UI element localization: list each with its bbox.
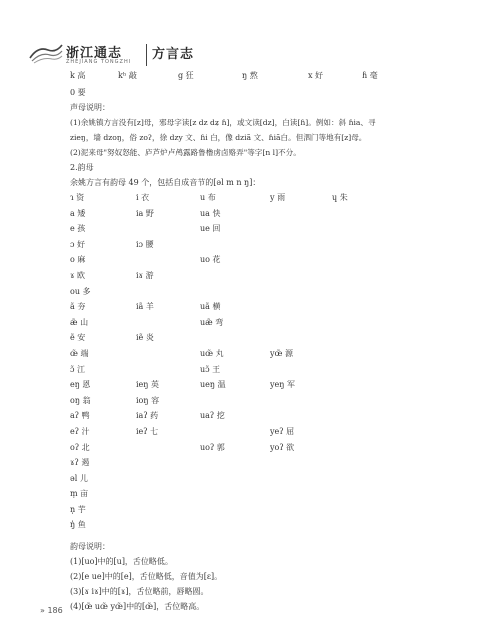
final-cell: eʔ 汁 bbox=[70, 426, 90, 436]
finals-row bbox=[70, 192, 450, 208]
initial-note-1b: zieŋ，墙 dzoŋ，俗 zoʔ，徐 dzy 文、ɦi 白，像 dziã 文、ɦiã白。但泗门等地有[z]母。 bbox=[70, 133, 367, 142]
final-cell: ua 快 bbox=[200, 208, 221, 218]
final-note-3: (3)[ɤ iɤ]中的[ɤ]，舌位略前，唇略圆。 bbox=[70, 587, 209, 597]
page-number: » 186 bbox=[40, 606, 63, 615]
final-cell: iẽ 炎 bbox=[136, 333, 154, 343]
final-cell: ɤʔ 遏 bbox=[70, 458, 90, 468]
finals-row bbox=[70, 379, 450, 395]
final-cell: i 衣 bbox=[136, 193, 150, 202]
final-cell: m̩ 亩 bbox=[70, 489, 89, 499]
final-cell: yœ̃ 源 bbox=[270, 348, 293, 358]
brand-subtitle: ZHEJIANG TONGZHI bbox=[66, 59, 132, 65]
finals-row bbox=[70, 239, 450, 255]
final-cell: uaʔ 挖 bbox=[200, 411, 225, 421]
consonant-ng: ŋ 熬 bbox=[242, 71, 258, 80]
final-cell: ɔ 好 bbox=[70, 239, 86, 249]
page-content bbox=[70, 70, 450, 614]
final-cell: uoʔ 郭 bbox=[200, 442, 225, 452]
final-cell: œ̃ 端 bbox=[70, 348, 89, 358]
final-cell: iã 羊 bbox=[136, 302, 154, 312]
finals-row bbox=[70, 364, 450, 380]
finals-row bbox=[70, 410, 450, 426]
final-cell: ã 夯 bbox=[70, 302, 86, 312]
final-cell: ɿ 资 bbox=[70, 193, 85, 202]
final-cell: iaʔ 药 bbox=[136, 411, 159, 421]
final-cell: ou 多 bbox=[70, 286, 91, 296]
final-notes-heading: 韵母说明： bbox=[70, 542, 110, 552]
finals-row bbox=[70, 504, 450, 520]
finals-row bbox=[70, 301, 450, 317]
consonant-k: k 高 bbox=[70, 71, 86, 80]
final-cell: a 矮 bbox=[70, 208, 86, 218]
final-cell: iɤ 游 bbox=[136, 270, 154, 280]
finals-heading: 2.韵母 bbox=[70, 163, 94, 172]
logo-icon bbox=[28, 42, 64, 64]
final-cell: ue 回 bbox=[200, 224, 221, 234]
consonant-row bbox=[70, 70, 450, 85]
final-cell: yeʔ 屈 bbox=[270, 426, 295, 436]
consonant-h: ɦ 毫 bbox=[362, 71, 378, 80]
final-cell: iɔ 腰 bbox=[136, 239, 154, 249]
final-cell: yeŋ 军 bbox=[270, 380, 295, 390]
finals-row bbox=[70, 457, 450, 473]
consonant-x: x 好 bbox=[308, 71, 324, 80]
final-cell: æ̃ 山 bbox=[70, 317, 89, 327]
final-cell: uœ̃ 丸 bbox=[200, 348, 224, 358]
final-cell: əl 儿 bbox=[70, 473, 88, 483]
finals-row bbox=[70, 208, 450, 224]
finals-row bbox=[70, 426, 450, 442]
initial-notes-heading: 声母说明： bbox=[70, 103, 110, 112]
finals-row bbox=[70, 317, 450, 333]
final-cell: ẽ 安 bbox=[70, 333, 86, 343]
final-cell: u 布 bbox=[200, 193, 216, 202]
finals-table bbox=[70, 192, 450, 535]
initial-note-1a: (1)余姚镇方言没有[z]母，邪母字读[z dz dʑ ɦ]，或文读[dz]，白读[ɦ]。例如：斜 ɦia、寻 bbox=[70, 118, 376, 127]
brand-title: 浙江通志 bbox=[66, 46, 123, 61]
final-cell: y 雨 bbox=[270, 193, 286, 202]
consonant-g: g 狂 bbox=[178, 71, 194, 80]
finals-row bbox=[70, 270, 450, 286]
consonant-kh: kʰ 敲 bbox=[118, 71, 137, 80]
section-title: 方言志 bbox=[152, 47, 195, 62]
final-cell: oʔ 北 bbox=[70, 442, 90, 452]
final-cell: yoʔ 欲 bbox=[270, 442, 295, 452]
final-cell: ŋ̍ 鱼 bbox=[70, 520, 86, 530]
final-cell: e 孩 bbox=[70, 224, 86, 234]
finals-intro: 余姚方言有韵母 49 个，包括自成音节的[əl m n ŋ]： bbox=[70, 178, 261, 187]
final-cell: n̩ 芋 bbox=[70, 504, 86, 514]
finals-row bbox=[70, 348, 450, 364]
final-cell: ieŋ 英 bbox=[136, 380, 159, 390]
finals-row bbox=[70, 332, 450, 348]
final-cell: ɥ 朱 bbox=[332, 193, 348, 202]
final-cell: uɔ̃ 王 bbox=[200, 364, 221, 374]
final-cell: o 麻 bbox=[70, 255, 86, 265]
final-cell: ɔ̃ 江 bbox=[70, 364, 86, 374]
final-cell: oŋ 翁 bbox=[70, 395, 91, 405]
final-cell: ia 野 bbox=[136, 208, 154, 218]
initial-note-2: (2)泥来母"努奴怒能、庐芦炉卢鸬露路鲁橹虏卤赂弄"等字[n l]不分。 bbox=[70, 148, 301, 157]
finals-row bbox=[70, 395, 450, 411]
finals-row bbox=[70, 488, 450, 504]
final-cell: uo 花 bbox=[200, 255, 221, 265]
final-cell: ioŋ 容 bbox=[136, 395, 160, 405]
final-note-2: (2)[e ue]中的[e]，舌位略低，音值为[ɛ]。 bbox=[70, 572, 223, 582]
finals-row bbox=[70, 442, 450, 458]
final-cell: eŋ 恩 bbox=[70, 380, 91, 390]
finals-row bbox=[70, 519, 450, 535]
zero-initial: 0 要 bbox=[70, 88, 86, 97]
finals-row bbox=[70, 473, 450, 489]
finals-row bbox=[70, 254, 450, 270]
header-divider bbox=[146, 44, 147, 66]
finals-row bbox=[70, 223, 450, 239]
final-cell: aʔ 鸭 bbox=[70, 411, 90, 421]
final-cell: ɤ 欧 bbox=[70, 270, 86, 280]
finals-row bbox=[70, 286, 450, 302]
final-cell: ueŋ 温 bbox=[200, 380, 226, 390]
final-cell: uæ̃ 弯 bbox=[200, 317, 224, 327]
final-note-1: (1)[uo]中的[u]，舌位略低。 bbox=[70, 557, 173, 567]
final-cell: ieʔ 七 bbox=[136, 426, 159, 436]
final-note-4: (4)[œ̃ uœ̃ yœ̃]中的[œ̃]，舌位略高。 bbox=[70, 602, 205, 612]
final-cell: uã 横 bbox=[200, 302, 221, 312]
